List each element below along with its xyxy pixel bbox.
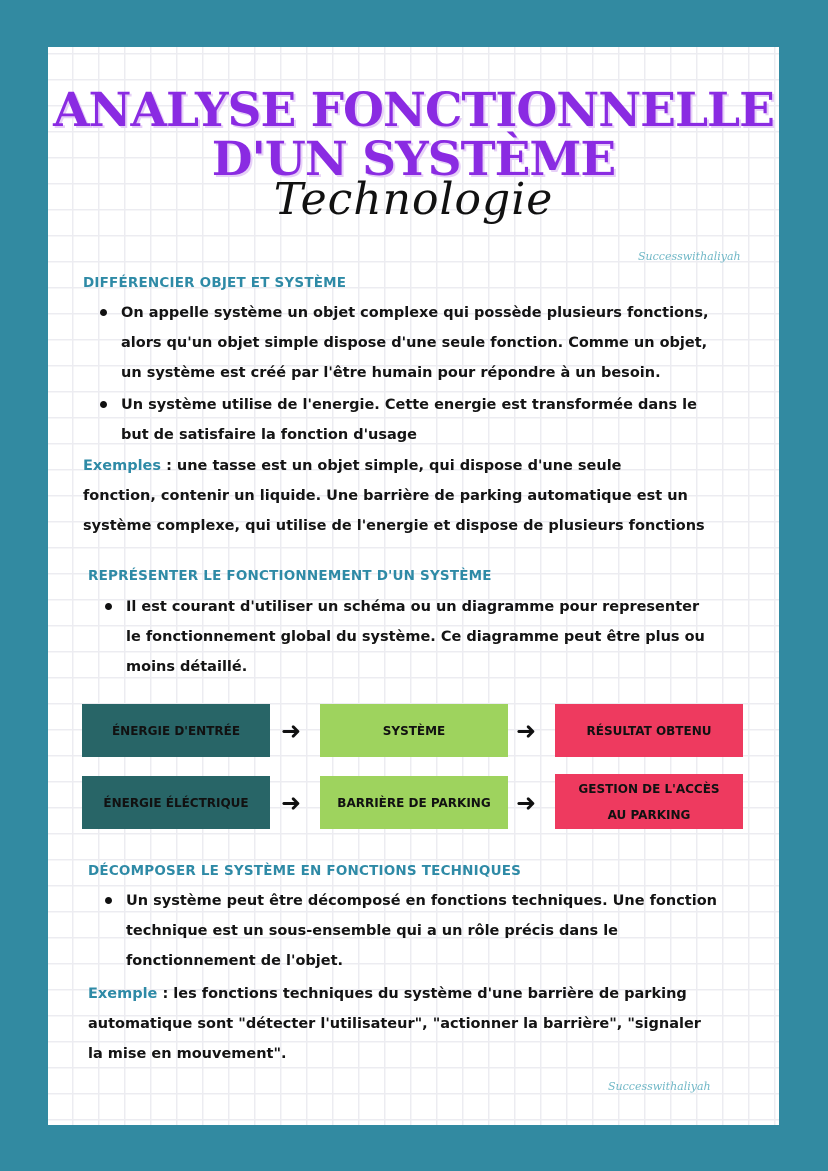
section1-example-line2: fonction, contenir un liquide. Une barrière de parking automatique est un xyxy=(83,488,688,504)
diagram-input-label: ÉNERGIE D'ENTRÉE xyxy=(111,723,241,738)
diagram-input-box xyxy=(82,704,270,757)
section1-example-line3: système complexe, qui utilise de l'energie et dispose de plusieurs fonctions xyxy=(83,518,705,534)
section3-bullet1-line1: Un système peut être décomposé en fonctions techniques. Une fonction xyxy=(126,893,717,909)
section1-bullet2-line2: but de satisfaire la fonction d'usage xyxy=(121,427,417,443)
arrow-right-icon: ➜ xyxy=(516,789,537,817)
section2-heading: REPRÉSENTER LE FONCTIONNEMENT D'UN SYSTÈME xyxy=(88,568,492,584)
section3-heading: DÉCOMPOSER LE SYSTÈME EN FONCTIONS TECHNIQUES xyxy=(88,863,522,879)
example-text: : une tasse est un objet simple, qui dispose d'une seule xyxy=(161,458,622,474)
section3-example-line1 xyxy=(88,979,687,1009)
arrow-right-icon: ➜ xyxy=(516,717,537,745)
section1-heading: DIFFÉRENCIER OBJET ET SYSTÈME xyxy=(83,275,347,291)
page-title-line1: ANALYSE FONCTIONNELLE xyxy=(53,83,774,138)
section3-example-line3: la mise en mouvement". xyxy=(88,1046,287,1062)
diagram-system-example-box xyxy=(320,776,508,829)
page-title-line2: D'UN SYSTÈME xyxy=(211,132,616,187)
section1-bullet1-line2: alors qu'un objet simple dispose d'une seule fonction. Comme un objet, xyxy=(121,335,708,351)
section2-bullet1-line2: le fonctionnement global du système. Ce diagramme peut être plus ou xyxy=(126,629,705,645)
bullet-dot xyxy=(105,603,112,610)
notes-page xyxy=(48,47,779,1125)
section2-bullet1-line3: moins détaillé. xyxy=(126,659,248,675)
page-subtitle: Technologie xyxy=(273,174,554,225)
watermark-top: Successwithaliyah xyxy=(638,250,741,263)
arrow-right-icon: ➜ xyxy=(281,717,302,745)
diagram-output-label: RÉSULTAT OBTENU xyxy=(586,723,712,738)
section1-bullet2-line1: Un système utilise de l'energie. Cette energie est transformée dans le xyxy=(121,397,697,413)
section1-bullet1-line1: On appelle système un objet complexe qui possède plusieurs fonctions, xyxy=(121,305,709,321)
diagram-system-example-label: BARRIÈRE DE PARKING xyxy=(337,795,491,810)
section3-example-line2: automatique sont "détecter l'utilisateur", "actionner la barrière", "signaler xyxy=(88,1016,701,1032)
diagram-output-example-line2: AU PARKING xyxy=(607,807,691,822)
example-text: : les fonctions techniques du système d'une barrière de parking xyxy=(157,986,687,1002)
diagram-output-box xyxy=(555,704,743,757)
diagram-output-example-line1: GESTION DE L'ACCÈS xyxy=(578,781,720,796)
diagram-output-example-box xyxy=(555,774,743,829)
arrow-right-icon: ➜ xyxy=(281,789,302,817)
bullet-dot xyxy=(100,401,107,408)
diagram-system-box xyxy=(320,704,508,757)
bullet-dot xyxy=(105,897,112,904)
example-label: Exemples xyxy=(83,458,162,474)
watermark-bottom: Successwithaliyah xyxy=(608,1080,711,1093)
example-label: Exemple xyxy=(88,986,158,1002)
section1-bullet1-line3: un système est créé par l'être humain pour répondre à un besoin. xyxy=(121,365,661,381)
diagram-input-example-label: ÉNERGIE ÉLÉCTRIQUE xyxy=(103,795,249,810)
bullet-dot xyxy=(100,309,107,316)
section3-bullet1-line2: technique est un sous-ensemble qui a un rôle précis dans le xyxy=(126,923,619,939)
diagram-input-example-box xyxy=(82,776,270,829)
section1-example-line1 xyxy=(83,451,622,481)
section3-bullet1-line3: fonctionnement de l'objet. xyxy=(126,953,344,969)
diagram-system-label: SYSTÈME xyxy=(382,723,446,738)
section2-bullet1-line1: Il est courant d'utiliser un schéma ou un diagramme pour representer xyxy=(126,599,700,615)
